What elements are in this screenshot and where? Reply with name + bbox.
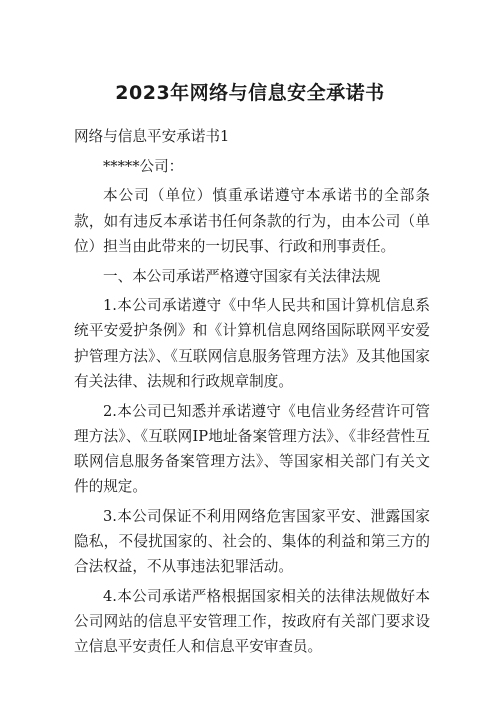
section-heading-1: 一、本公司承诺严格遵守国家有关法律法规 [103, 267, 381, 285]
document-subtitle: 网络与信息平安承诺书1 [74, 128, 230, 145]
clause-2: 2.本公司已知悉并承诺遵守《电信业务经营许可管理方法》、《互联网IP地址备案管理方法》、《非经营性互联网信息服务备案管理方法》、等国家相关部门有关文件的规定。 [74, 402, 430, 496]
salutation: *****公司： [103, 157, 184, 175]
clause-4: 4.本公司承诺严格根据国家相关的法律法规做好本公司网站的信息平安管理工作，按政府有关部门要求设立信息平安责任人和信息平安审查员。 [74, 587, 430, 656]
document-title: 2023年网络与信息安全承诺书 [115, 82, 385, 104]
clause-3: 3.本公司保证不利用网络危害国家平安、泄露国家隐私，不侵扰国家的、社会的、集体的利益和第三方的合法权益，不从事违法犯罪活动。 [74, 507, 430, 576]
document-body [74, 124, 430, 664]
clause-1: 1.本公司承诺遵守《中华人民共和国计算机信息系统平安爱护条例》和《计算机信息网络国际联网平安爱护管理方法》、《互联网信息服务管理方法》及其他国家有关法律、法规和行政规章制度。 [74, 297, 430, 390]
paragraph-intro: 本公司（单位）慎重承诺遵守本承诺书的全部条款，如有违反本承诺书任何条款的行为，由本公司（单位）担当由此带来的一切民事、行政和刑事责任。 [74, 187, 430, 255]
